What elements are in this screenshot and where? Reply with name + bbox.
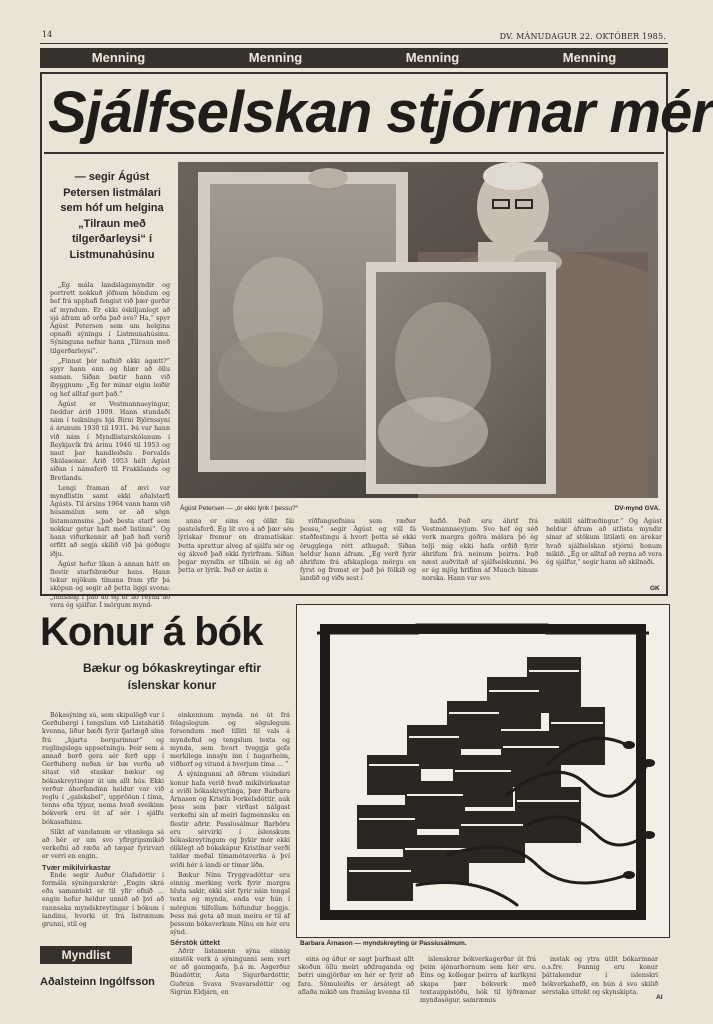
article-1-column-1 xyxy=(50,282,170,609)
article-2-column-5 xyxy=(542,956,658,996)
article-1-column-4 xyxy=(422,518,538,594)
illustration-caption: Barbara Árnason — myndskreyting úr Passíusálmum. xyxy=(300,940,467,947)
article-1-signoff: GK xyxy=(650,585,660,592)
article-2-column-3 xyxy=(298,956,414,1002)
section-label: Menning xyxy=(405,50,460,65)
section-bar xyxy=(40,48,668,68)
paragraph: „Finnst þér nafnið ekki ágætt?“ spyr hann enn og hlær að öllu saman. Síðan bætir hann við íbyggnum: „Ég fer minar eigin leiðir og hef alltaf gert það.“ xyxy=(50,357,170,398)
paragraph: Á sýningunni að öðrum vísindari konur hafa verið hvað mikilvirkastar á sviði bókaskreytinga, þær Barbara Árnason og Kristín Þorkelsdóttir, auk þess sem þær virðast nálgast verkefni sín af meiri fagmennsku en flestir aðrir. Passíusálmar Barböru eru sérvirki í íslenskum bókaskreytingum og þykir mér ekki ólíklegt að bókakápur Kristínar verði taldar meðal tímamótaverka á því sviði hér á landi er tímar líða. xyxy=(170,771,290,869)
article-1-column-3 xyxy=(300,518,416,594)
photo-credit: DV-mynd GVA. xyxy=(614,505,660,512)
paragraph: anna er eins og ólíkt fái pastelsferð. Ég lít svo á að þær séu lýrískar fremur en dramatískar. Þetta sprettur alveg af sjálfu sér og ég ákveð það ekki fyrirfram. Síðan þegar myndin er tilbúin sé ég að þetta er lýrik. Það er ástin á xyxy=(178,518,294,575)
artist-photo xyxy=(178,162,658,498)
paragraph: Ágúst er Vestmannaeyingur, fæddur árið 1909. Hann stundaði nám í teikningu hjá Birni Björnssyni á árunum 1930 til 1931. Þá var hann við nám í Myndlistarskólanum í Reykjavík frá árinu 1946 til 1953 og naut þar handleiðslu Þorvalds Skúlasonar. Árið 1953 hélt Ágúst síðan í námsferð til Frakklands og Bretlands. xyxy=(50,400,170,482)
paragraph: Bækur Nínu Tryggvadóttur eru einnig merking verk fyrir margra hluta sakir, ekki síst fyrir náin tengsl texta og mynda, enda var hún í mörgum tilfellum höfundur beggja. Þess má geta að mun meira er til af þessum bókaverkum Nínu en hér eru sýnd. xyxy=(170,871,290,937)
illustration-frame xyxy=(296,604,670,938)
paragraph: mikill sálfræðingur.“ Og Ágúst heldur áfram að útlista myndir sínar af stökum litilæti en árekar hvað sjálfselskan stjórni honum mikið. „Ég er alltaf að reyna að vera ég sjálfur,“ segir hann að skilnaði. xyxy=(546,518,662,567)
section-label: Menning xyxy=(562,50,617,65)
paragraph: Aðrir listamenn sýna einnig einstök verk á sýningunni sem vert er að gaumgæfa, þ.á m. Ásgerður Búadóttir, Ásta Sigurðardóttir, Guðrún Svava Svavarsdóttir og Sigrún Eldjárn, en xyxy=(170,947,290,996)
article-1-column-5 xyxy=(546,518,662,586)
article-2-column-4 xyxy=(420,956,536,1005)
header-rule xyxy=(40,43,668,44)
article-2-signoff: AI xyxy=(656,994,663,1001)
article-1-column-2 xyxy=(178,518,294,594)
passion-hymn-illustration xyxy=(297,605,669,937)
page-number: 14 xyxy=(42,30,53,39)
paragraph: íslenskrar bókverkagerðar út frá þeim sjónarhornum sem hér eru. Eins og kollegar þeirra af karlkyni skapa þær bókverk með textauppistöðu, bók til lýðrænar myndasögur, samræmis xyxy=(420,956,536,1005)
section-label: Menning xyxy=(248,50,303,65)
paragraph: Ágúst hefur líkan á annan hátt en flestir starfsbræður hans. Hann tekur mjökum tímana fram yfir þá sköpun og segir að þetta liggi svona: „Innsæig í það að ég er að reyna að vera ég sjálfur. Í mörgum mynd- xyxy=(50,560,170,609)
subhead: Tvær mikilvirkastar xyxy=(42,862,111,872)
section-tag: Myndlist xyxy=(40,946,132,964)
paragraph: „Ég mála landslagsmyndir og portrett nokkuð jöfnum höndum og hef frá upphafi fengist við þær gerðir af myndum. Er ekki óskiljanlegt að sjá áfram að orða það svo? Ha,“ spyr Ágúst Petersen sem um helgina opnaði sýningu í Listmunahúsinu. Sýninguna nefnir hann „Tilraun með tilgerðarleysi“. xyxy=(50,282,170,355)
photo-illustration xyxy=(178,162,658,498)
article-2-deck: Bækur og bókaskreytingar eftir íslenskar konur xyxy=(82,661,262,692)
article-2-column-2 xyxy=(170,712,290,1000)
paragraph: Slíkt af vandanum er vitanlega sá að hér er um svo yfirgripsmikið verkefni að ræða að tæpar fyrirvari er verri en engin. xyxy=(42,828,164,861)
paragraph: einkennum mynda né út frá félagslegum og sögulegum forsendum með tilliti til vals á myndefnd og tengslum texta og mynda, sem hvort tveggja gefa merkilega innsýn inn í hugarheim, viðhorf og vitund á hverjum tíma ... “ xyxy=(170,712,290,769)
photo-caption: Ágúst Petersen — „ór ekki lýrik í þessu?“ xyxy=(180,505,298,512)
paragraph: víðfangsefninu sem ræður þessu,“ segir Ágúst og vill fá staðfestingu á hvort þetta sé ekki örugglega rétt athugað. Síðan heldur hann áfram. „Ég verð fyrir áhrifum frá afskaplega mörgu en fyrst og fremst er það þó fólkið og landið og viðs sest í xyxy=(300,518,416,583)
headline-rule xyxy=(44,152,664,154)
paragraph: eins og áður er sagt þarfnast allt skoðun öllu meiri aðdraganda og betri umgjörðar en hér er fyrir að fara. Sömuleiðis er ársátegt að aflaða mikið um framlag kvenna til xyxy=(298,956,414,996)
paragraph: Bókasýning sú, sem skipulögð var í Gerðubergi í tengslum við Listahátíð kvenna, liður bæði fyrir fjarlægð sína frá „hjarta borgarinnar“ og ruglingslega uppsetningu. Þeir sem á annað borð gera sér ferð upp í Gerðuberg neðan úr bæ verða að sitast við staskar bækur og bókaskreytingar út um allt hús. Ekki verður áhorfandinn heldur var við reglu í „galskabel“, upprööun í tíma, tenns eða týpur, nema hvað sveikinn bókverk eru út af sér í sjálfu bókasafninu. xyxy=(42,712,164,826)
byline: Aðalsteinn Ingólfsson xyxy=(40,976,155,988)
paragraph: Lengi framan af ævi var myndlistin samt ekki aðalstarfi Ágústs. Til ársins 1964 vann hann við húsamálun sem er að sögn listamannsins „það besta starf sem nokkur getur haft með listinni“. Og hann viðurkennir að það hafi verið erfitt að segja skilið við þá góðugu iðju. xyxy=(50,484,170,558)
paragraph: instak og ytra útlit bókarinnar o.s.frv. Þannig eru konur þáttakendur í íslenskri bókverkahefð, en hún á svo skilið sérstaka úttekt og skynskipta. xyxy=(542,956,658,996)
paragraph: hafið. Það eru áhrif frá Vestmannaeyjum. Svo hef ég séð verk margra góðra málara þó ég telji mig ekki hafa orðið fyrir áhrifum frá neinum þeirra. Það næst auðvitað af sjálfselskunni. Þó er ég mjög hrifinn af Munch hinum norska. Hann var svo xyxy=(422,518,538,583)
article-1-headline: Sjálfselskan stjórnar mér xyxy=(48,80,713,145)
subhead: Sérstök úttekt xyxy=(170,938,221,948)
section-label: Menning xyxy=(91,50,146,65)
article-2-headline: Konur á bók xyxy=(40,610,263,654)
dateline: DV. MÁNUDAGUR 22. OKTÓBER 1985. xyxy=(499,32,666,41)
article-2-column-1 xyxy=(42,712,164,942)
paragraph: Ende segir Auður Ólafsdóttir í formála sýningarskrár: „Engin skrá eða samantekt er til yfir efnið ... engin hefur heldur unnið að því að rannsaka myndskreytingar í bókum í landinu, hvorki út frá listrænum grunni, stíl og xyxy=(42,871,164,929)
article-1-deck: — segir Ágúst Petersen listmálari sem hóf um helgina „Tilraun með tilgerðarleysi“ í Listmunahúsinu xyxy=(60,171,164,261)
